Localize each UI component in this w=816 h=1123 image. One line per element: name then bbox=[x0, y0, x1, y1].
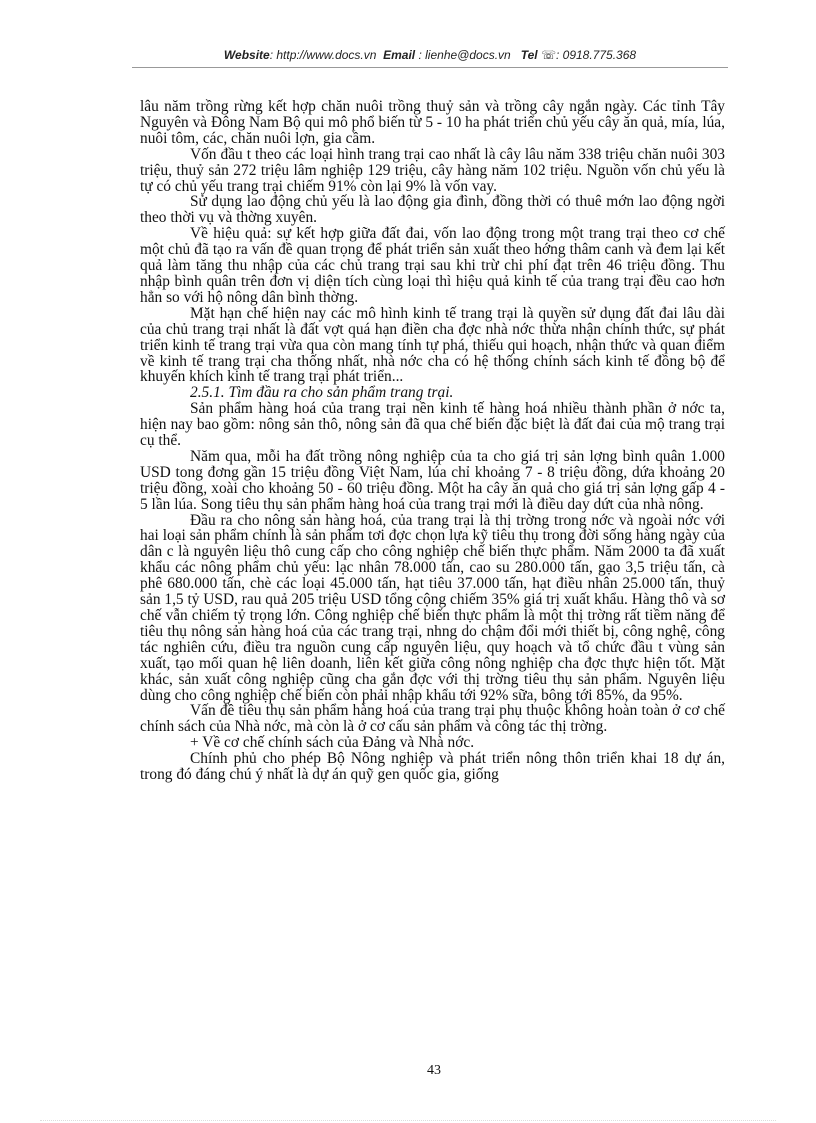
document-body bbox=[140, 99, 725, 783]
page-number: 43 bbox=[427, 1063, 441, 1078]
header-divider bbox=[132, 67, 728, 68]
body-paragraph: + Về cơ chế chính sách của Đảng và Nhà nớc. bbox=[190, 734, 475, 752]
body-paragraph: Năm qua, mỗi ha đất trồng nông nghiệp của ta cho giá trị sản lợng bình quân 1.000 USD tong đơng gần 15 triệu đồng Việt Nam, lúa chỉ khoảng 7 - 8 triệu đồng, dứa khoảng 20 triệu đồng, xoài cho khoảng 50 - 60 triệu đồng. Một ha cây ăn quả cho giá trị sản lợng gấp 4 - 5 lần lúa. Song tiêu thụ sản phẩm hàng hoá của trang trại mới là điều day dứt của nhà nông. bbox=[140, 447, 725, 513]
tel-label: Tel bbox=[520, 48, 538, 62]
phone-icon: ☏ bbox=[540, 48, 556, 62]
body-paragraph: Sử dụng lao động chủ yếu là lao động gia đình, đồng thời có thuê mớn lao động ngời theo thời vụ và thờng xuyên. bbox=[140, 193, 725, 227]
email-address[interactable]: : lienhe@docs.vn bbox=[418, 48, 511, 62]
body-paragraph: Vốn đầu t theo các loại hình trang trại cao nhất là cây lâu năm 338 triệu chăn nuôi 303 triệu, thuỷ sản 272 triệu lâm nghiệp 129 triệu, cây hàng năm 102 triệu. Nguồn vốn chủ yếu là tự có chủ yếu trang trại chiếm 91% còn lại 9% là vốn vay. bbox=[140, 145, 725, 195]
page-header bbox=[132, 48, 728, 62]
email-label: Email bbox=[383, 48, 416, 62]
body-paragraph: Vấn đề tiêu thụ sản phẩm hàng hoá của trang trại phụ thuộc không hoàn toàn ở cơ chế chính sách của Nhà nớc, mà còn là ở cơ cấu sản phẩm và công tác thị trờng. bbox=[140, 702, 725, 736]
website-url[interactable]: : http://www.docs.vn bbox=[269, 48, 377, 62]
body-paragraph: Chính phủ cho phép Bộ Nông nghiệp và phát triển nông thôn triển khai 18 dự án, trong đó đáng chú ý nhất là dự án quỹ gen quốc gia, giống bbox=[140, 750, 725, 784]
body-paragraph: Mặt hạn chế hiện nay các mô hình kinh tế trang trại là quyền sử dụng đất đai lâu dài của chủ trang trại nhất là đất vợt quá hạn điền cha đợc nhà nớc thừa nhận chính thức, sự phát triển kinh tế trang trại vừa qua còn mang tính tự phá, thiếu qui hoạch, nhận thức và quan điểm về kinh tế trang trại cha thống nhất, nhà nớc cha có hệ thống chính sách kinh tế đồng bộ để khuyến khích kinh tế trang trại phát triển... bbox=[140, 304, 725, 386]
body-paragraph: lâu năm trồng rừng kết hợp chăn nuôi trồng thuỷ sản và trồng cây ngắn ngày. Các tỉnh Tây Nguyên và Đông Nam Bộ qui mô phổ biến từ 5 - 10 ha phát triển chủ yếu cây ăn quả, mía, lúa, nuôi tôm, các, chăn nuôi lợn, gia cầm. bbox=[140, 98, 725, 147]
body-paragraph: Về hiệu quả: sự kết hợp giữa đất đai, vốn lao động trong một trang trại theo cơ chế một chủ đã tạo ra vấn đề quan trọng để phát triển sản xuất theo hớng thâm canh và đem lại kết quả làm tăng thu nhập của các chủ trang trại sau khi trừ chi phí đạt trên 46 triệu đồng. Thu nhập bình quân trên đơn vị diện tích cùng loại thì hiệu quả kinh tế của trang trại đều cao hơn hẳn so với hộ nông dân bình thờng. bbox=[140, 225, 725, 306]
website-label: Website bbox=[223, 48, 270, 62]
section-subheading: 2.5.1. Tìm đầu ra cho sản phẩm trang trại. bbox=[190, 384, 454, 402]
footer-divider bbox=[40, 1120, 776, 1121]
tel-number: : 0918.775.368 bbox=[555, 48, 637, 62]
body-paragraph: Đầu ra cho nông sản hàng hoá, của trang trại là thị trờng trong nớc và ngoài nớc với hai loại sản phẩm chính là sản phẩm tơi đợc chọn lựa kỹ tiêu thụ trong đời sống hàng ngày của dân c là nguyên liệu thô cung cấp cho công nghiệp chế biến thực phẩm. Năm 2000 ta đã xuất khẩu các nông phẩm chủ yếu: lạc nhân 78.000 tấn, cao su 280.000 tấn, gạo 3,5 triệu tấn, cà phê 680.000 tấn, chè các loại 45.000 tấn, hạt tiêu 37.000 tấn, hạt điều nhân 25.000 tấn, thuỷ sản 1,5 tỷ USD, rau quả 205 triệu USD tổng cộng chiếm 35% giá trị xuất khẩu. Hàng thô và sơ chế vẫn chiếm tỷ trọng lớn. Công nghiệp chế biến thực phẩm là một thị trờng rất tiềm năng để tiêu thụ nông sản hàng hoá của các trang trại, nhng do chậm đổi mới thiết bị, công nghệ, công tác nghiên cứu, điều tra nguồn cung cấp nguyên liệu, quy hoạch và tổ chức đầu t vùng sản xuất, tạo mối quan hệ liên doanh, liên kết giữa công nông nghiệp cha đợc thực hiện tốt. Mặt khác, sản xuất công nghiệp cũng cha gắn đợc với thị trờng tiêu thụ sản phẩm. Nguyên liệu dùng cho công nghiệp chế biến còn phải nhập khẩu tới 92% sữa, bông tới 85%, da 95%. bbox=[140, 511, 725, 704]
body-paragraph: Sản phẩm hàng hoá của trang trại nền kinh tế hàng hoá nhiều thành phần ở nớc ta, hiện nay bao gồm: nông sản thô, nông sản đã qua chế biến đặc biệt là đất đai của mộ trang trại cụ thể. bbox=[140, 400, 725, 450]
